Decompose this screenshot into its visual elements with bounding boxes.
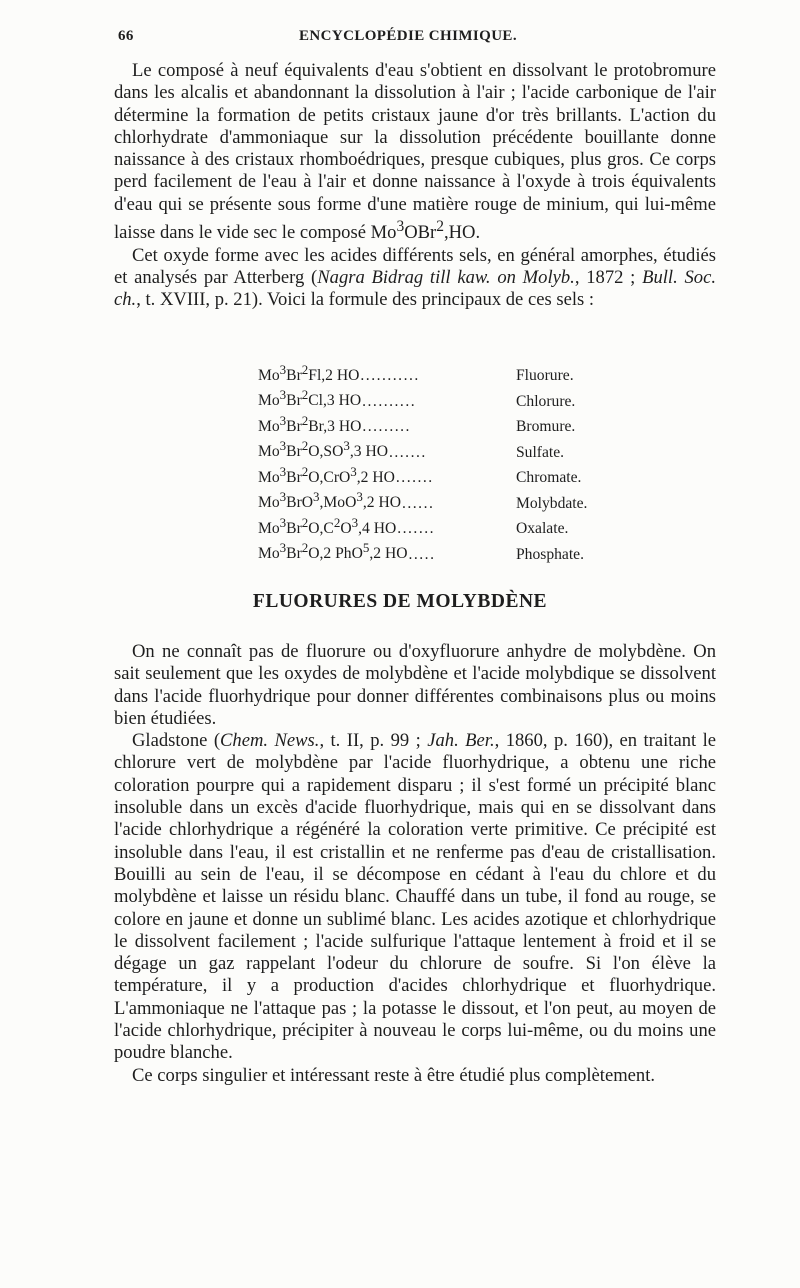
paragraph-gladstone bbox=[114, 730, 716, 1064]
text-run: , 1860, p. 160), en traitant le chlorure vert de molybdène par l'acide fluorhydrique, a obtenu une riche coloration pourpre qui a rapidement disparu ; il s'est formé un précipité blanc insoluble dans un excès d'acide fluorhydrique, mais qui en se dissolvant dans l'acide chlorhydrique a régénéré la coloration verte primitive. Ce précipité est insoluble dans l'eau, il est cristallin et ne renferme pas d'eau de cristallisation. Bouilli au sein de l'eau, il se décompose en cédant à l'eau du chlore et du molybdène et laisse un résidu blanc. Chauffé dans un tube, il fond au rouge, se colore en jaune et donne un sublimé blanc. Les acides azotique et chlorhydrique le dissolvent facilement ; l'acide sulfurique l'attaque lentement à froid et il se dégage un gaz rappelant l'odeur du chlorure de soufre. Si l'on élève la température, il y a production d'acides chlorhydrique et fluorhydrique. L'ammoniaque ne l'attaque pas ; la potasse le dissout, et l'on peut, au moyen de l'acide chlorhydrique, précipiter à nouveau le corps lui-même, ou du moins une poudre blanche. bbox=[114, 730, 717, 1064]
superscript: 2 bbox=[301, 463, 309, 479]
salt-name: Fluorure. bbox=[516, 367, 574, 385]
superscript: 3 bbox=[279, 540, 287, 556]
text-run: Br bbox=[286, 443, 302, 461]
leader-dots: .......... bbox=[362, 392, 417, 410]
text-run: Br bbox=[286, 367, 302, 385]
text-run: BrO bbox=[286, 494, 314, 512]
salt-name: Bromure. bbox=[516, 418, 576, 436]
text-run: ,4 HO bbox=[358, 520, 397, 538]
text-run: O,2 PhO bbox=[308, 545, 363, 563]
text-run: Br bbox=[286, 469, 302, 487]
formula bbox=[258, 360, 359, 385]
salt-name: Chromate. bbox=[516, 469, 582, 487]
leader-dots: ....... bbox=[388, 443, 427, 461]
running-header bbox=[118, 28, 698, 48]
leader-dots: ........... bbox=[360, 367, 420, 385]
text-run: ,HO. bbox=[443, 222, 481, 244]
superscript: 3 bbox=[279, 387, 287, 403]
salt-name: Chlorure. bbox=[516, 392, 576, 410]
superscript: 2 bbox=[301, 387, 309, 403]
text-run: O,SO bbox=[308, 443, 344, 461]
superscript: 2 bbox=[301, 540, 309, 556]
text-run: , t. XVIII, p. 21). Voici la formule des principaux de ces sels : bbox=[136, 289, 595, 311]
text-run: Mo bbox=[258, 520, 280, 538]
formula-row bbox=[258, 513, 614, 538]
citation-italic: Bull. Soc. ch. bbox=[114, 266, 716, 311]
salt-name: Phosphate. bbox=[516, 545, 585, 563]
superscript: 3 bbox=[356, 489, 363, 505]
salt-name: Oxalate. bbox=[516, 520, 569, 538]
text-run: Mo bbox=[258, 494, 280, 512]
text-run: Mo bbox=[258, 469, 280, 487]
salt-name: Sulfate. bbox=[516, 443, 565, 461]
formula bbox=[258, 487, 401, 512]
formula bbox=[258, 436, 388, 461]
formula bbox=[258, 538, 407, 563]
text-run: Br bbox=[286, 545, 302, 563]
paragraph-conclusion bbox=[114, 1065, 716, 1087]
salt-name: Molybdate. bbox=[516, 494, 588, 512]
formula-row bbox=[258, 411, 614, 436]
text-run: Le composé à neuf équivalents d'eau s'obtient en dissolvant le protobromure dans les alcalis et abandonnant la dissolution à l'air ; l'acide carbonique de l'air détermine la formation de petits cristaux jaune d'or très brillants. L'action du chlorhydrate d'ammoniaque sur la dissolution précédente bouillante donne naissance à des cristaux rhomboédriques, presque cubiques, plus gros. Ce corps perd facilement de l'eau à l'air et donne naissance à l'oxyde à trois équivalents d'eau qui se présente sous forme d'une matière rouge de minium, qui lui-même laisse dans le vide sec le composé Mo bbox=[114, 60, 716, 244]
formula-row bbox=[258, 538, 614, 563]
text-run: O,CrO bbox=[308, 469, 351, 487]
formula-row bbox=[258, 360, 614, 385]
text-run: ,2 HO bbox=[369, 545, 408, 563]
superscript: 3 bbox=[279, 412, 287, 428]
text-run: , 1872 ; bbox=[574, 266, 643, 288]
text-run: Mo bbox=[258, 367, 280, 385]
superscript: 3 bbox=[350, 463, 357, 479]
text-run: Cet oxyde forme avec les acides différents sels, en général amorphes, étudiés et analysés par Atterberg ( bbox=[114, 244, 716, 288]
superscript: 2 bbox=[301, 438, 309, 454]
formula-row bbox=[258, 462, 614, 487]
text-run: Mo bbox=[258, 545, 280, 563]
leader-dots: ....... bbox=[395, 469, 434, 487]
fluorides-text bbox=[114, 641, 716, 1087]
formula bbox=[258, 462, 395, 487]
superscript: 2 bbox=[436, 218, 444, 236]
text-run: , t. II, p. 99 ; bbox=[319, 730, 428, 752]
superscript: 3 bbox=[279, 362, 287, 377]
superscript: 2 bbox=[301, 514, 309, 530]
formula bbox=[258, 513, 396, 538]
paragraph-salts-intro bbox=[114, 245, 716, 312]
text-run: ,3 HO bbox=[349, 443, 388, 461]
citation-italic: Nagra Bidrag till kaw. on Molyb. bbox=[317, 266, 575, 288]
superscript: 2 bbox=[301, 412, 309, 428]
superscript: 3 bbox=[396, 218, 405, 236]
text-run: Br,3 HO bbox=[308, 418, 362, 436]
leader-dots: ......... bbox=[362, 418, 411, 436]
text-run: Br bbox=[286, 418, 302, 436]
superscript: 3 bbox=[279, 514, 287, 530]
text-run: ,MoO bbox=[319, 494, 357, 512]
text-run: Mo bbox=[258, 418, 280, 436]
superscript: 3 bbox=[279, 438, 287, 454]
paragraph-hydrated-oxide bbox=[114, 60, 716, 245]
superscript: 3 bbox=[351, 514, 359, 530]
superscript: 3 bbox=[279, 463, 287, 479]
salt-formula-list bbox=[258, 360, 614, 564]
text-run: ,2 HO bbox=[356, 469, 395, 487]
citation-italic: Jah. Ber. bbox=[427, 730, 495, 752]
formula bbox=[258, 411, 361, 436]
text-run: Gladstone ( bbox=[132, 730, 221, 752]
superscript: 3 bbox=[343, 438, 350, 454]
intro-text bbox=[114, 60, 716, 311]
leader-dots: ....... bbox=[397, 520, 436, 538]
text-run: On ne connaît pas de fluorure ou d'oxyfluorure anhydre de molybdène. On sait seulement que les oxydes de molybdène et l'acide molybdique se dissolvent dans l'acide fluorhydrique pour donner différentes combinaisons plus ou moins bien étudiées. bbox=[114, 641, 716, 729]
paragraph-fluorides-intro bbox=[114, 641, 716, 730]
text-run: Br bbox=[286, 520, 302, 538]
text-run: Mo bbox=[258, 443, 280, 461]
superscript: 5 bbox=[362, 540, 370, 556]
leader-dots: ...... bbox=[401, 494, 435, 512]
formula-row bbox=[258, 385, 614, 410]
text-run: Ce corps singulier et intéressant reste à être étudié plus complètement. bbox=[132, 1064, 656, 1086]
formula-row bbox=[258, 436, 614, 461]
formula bbox=[258, 385, 361, 410]
running-title: ENCYCLOPÉDIE CHIMIQUE. bbox=[299, 28, 517, 44]
page-number: 66 bbox=[118, 28, 134, 44]
text-run: OBr bbox=[404, 222, 437, 244]
section-title: FLUORURES DE MOLYBDÈNE bbox=[252, 591, 548, 612]
text-run: Fl,2 HO bbox=[308, 367, 360, 385]
superscript: 2 bbox=[333, 514, 341, 530]
text-run: Mo bbox=[258, 392, 280, 410]
text-run: O bbox=[340, 520, 352, 538]
superscript: 2 bbox=[301, 362, 309, 377]
text-run: Br bbox=[286, 392, 302, 410]
text-run: ,2 HO bbox=[362, 494, 401, 512]
text-run: Cl,3 HO bbox=[308, 392, 362, 410]
formula-row bbox=[258, 487, 614, 512]
superscript: 3 bbox=[313, 489, 320, 505]
leader-dots: ..... bbox=[408, 545, 436, 563]
text-run: O,C bbox=[308, 520, 334, 538]
citation-italic: Chem. News. bbox=[220, 730, 320, 752]
superscript: 3 bbox=[279, 489, 287, 505]
